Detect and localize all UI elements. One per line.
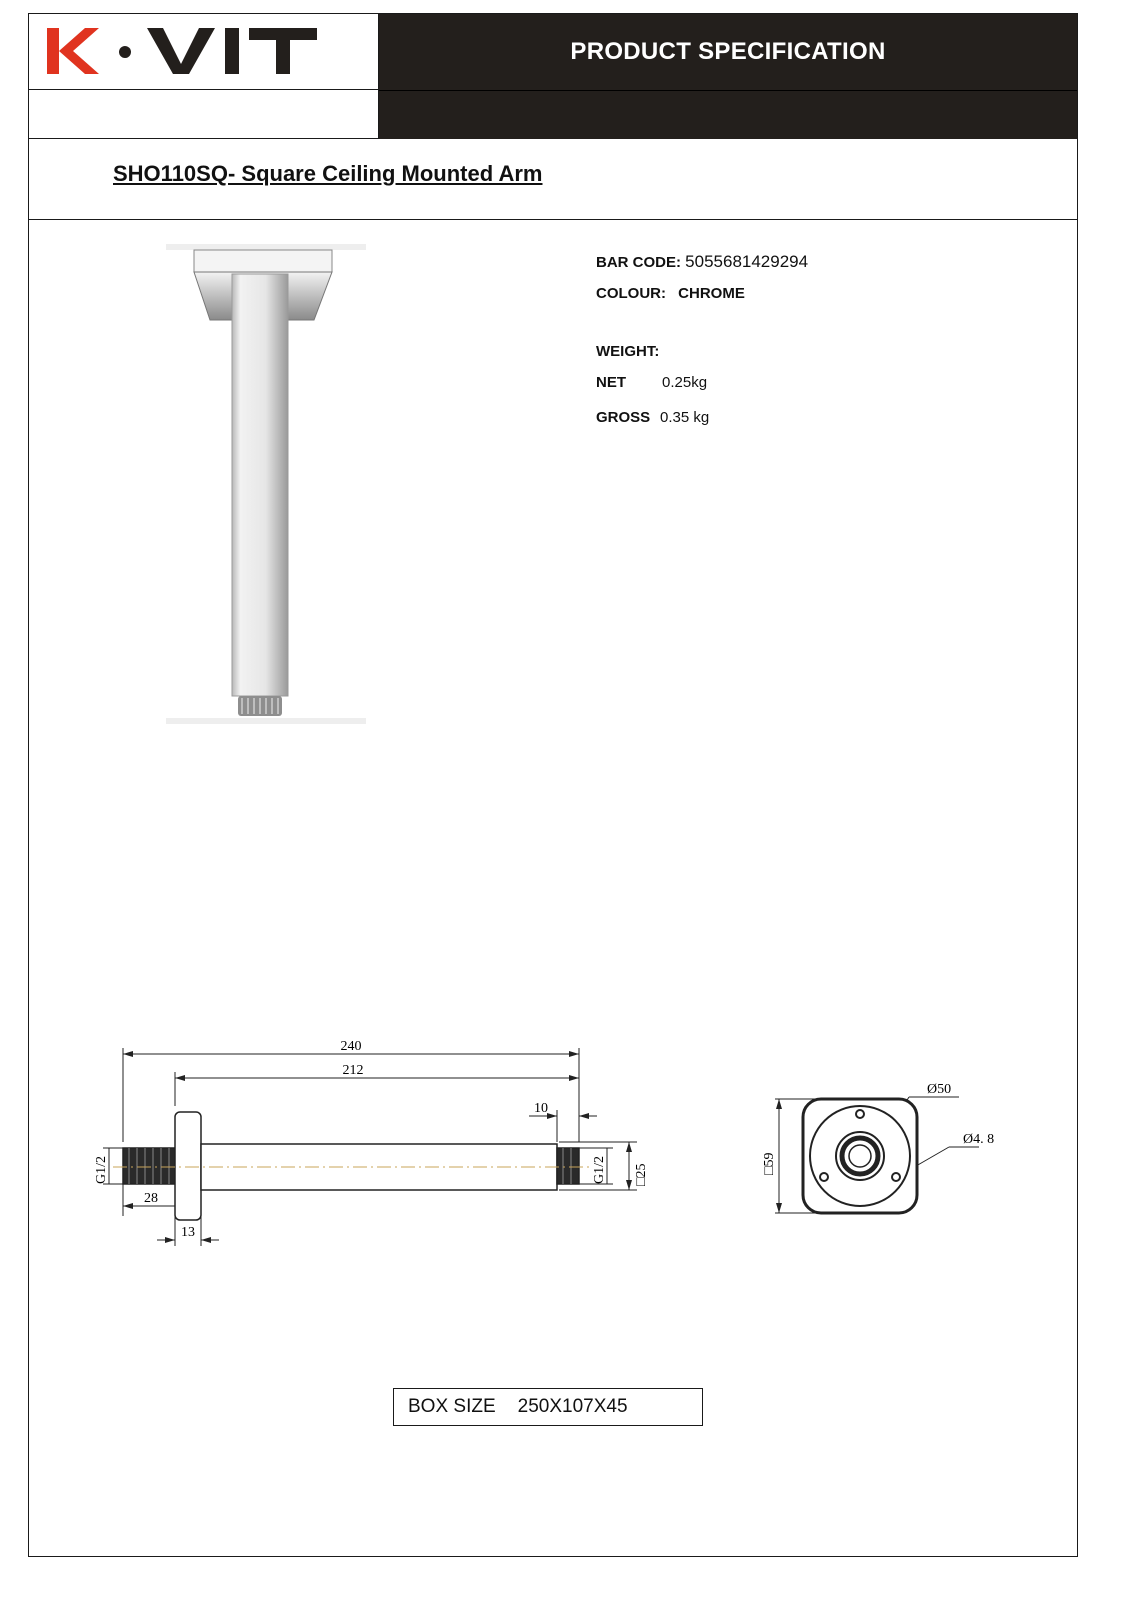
net-row xyxy=(596,374,708,391)
plate-square-label: □59 xyxy=(762,1152,777,1175)
side-view-drawing xyxy=(89,1034,689,1254)
dia-plate-label: Ø50 xyxy=(927,1082,952,1097)
colour-row xyxy=(596,285,745,302)
box-size-value: 250X107X45 xyxy=(517,1396,628,1417)
product-title: SHO110SQ- Square Ceiling Mounted Arm xyxy=(113,161,543,186)
gross-value: 0.35 kg xyxy=(660,409,710,426)
dim-thread-left: 28 xyxy=(144,1191,158,1206)
dim-total: 240 xyxy=(340,1039,362,1054)
thread-right-label: G1/2 xyxy=(592,1156,607,1184)
barcode-value: 5055681429294 xyxy=(685,252,809,271)
colour-label: COLOUR: xyxy=(596,285,666,302)
logo-sub-cell xyxy=(29,90,379,139)
dim-thread-right: 10 xyxy=(534,1101,548,1116)
dim-arm: 212 xyxy=(342,1063,364,1078)
gross-row xyxy=(596,409,710,426)
box-size-box xyxy=(393,1388,703,1426)
product-photo xyxy=(166,244,366,726)
net-value: 0.25kg xyxy=(662,374,708,391)
header-bar-lower xyxy=(379,90,1077,139)
header-title: PRODUCT SPECIFICATION xyxy=(570,38,886,65)
barcode-label: BAR CODE: xyxy=(596,254,681,271)
net-label: NET xyxy=(596,374,626,391)
barcode-row xyxy=(596,252,808,272)
gross-label: GROSS xyxy=(596,409,651,426)
header-bar xyxy=(379,14,1077,90)
arm-square-label: □25 xyxy=(634,1163,649,1186)
spec-sheet xyxy=(28,13,1078,1557)
box-size-label: BOX SIZE xyxy=(408,1396,496,1417)
dia-hole-label: Ø4. 8 xyxy=(963,1132,995,1147)
brand-logo xyxy=(43,22,343,82)
dim-flange: 13 xyxy=(181,1225,195,1240)
weight-heading xyxy=(596,343,659,360)
thread-left-label: G1/2 xyxy=(94,1156,109,1184)
colour-value: CHROME xyxy=(678,285,745,302)
title-row xyxy=(29,139,1077,220)
end-view-drawing xyxy=(759,1069,1019,1229)
weight-label: WEIGHT: xyxy=(596,343,660,360)
logo-cell xyxy=(29,14,379,90)
